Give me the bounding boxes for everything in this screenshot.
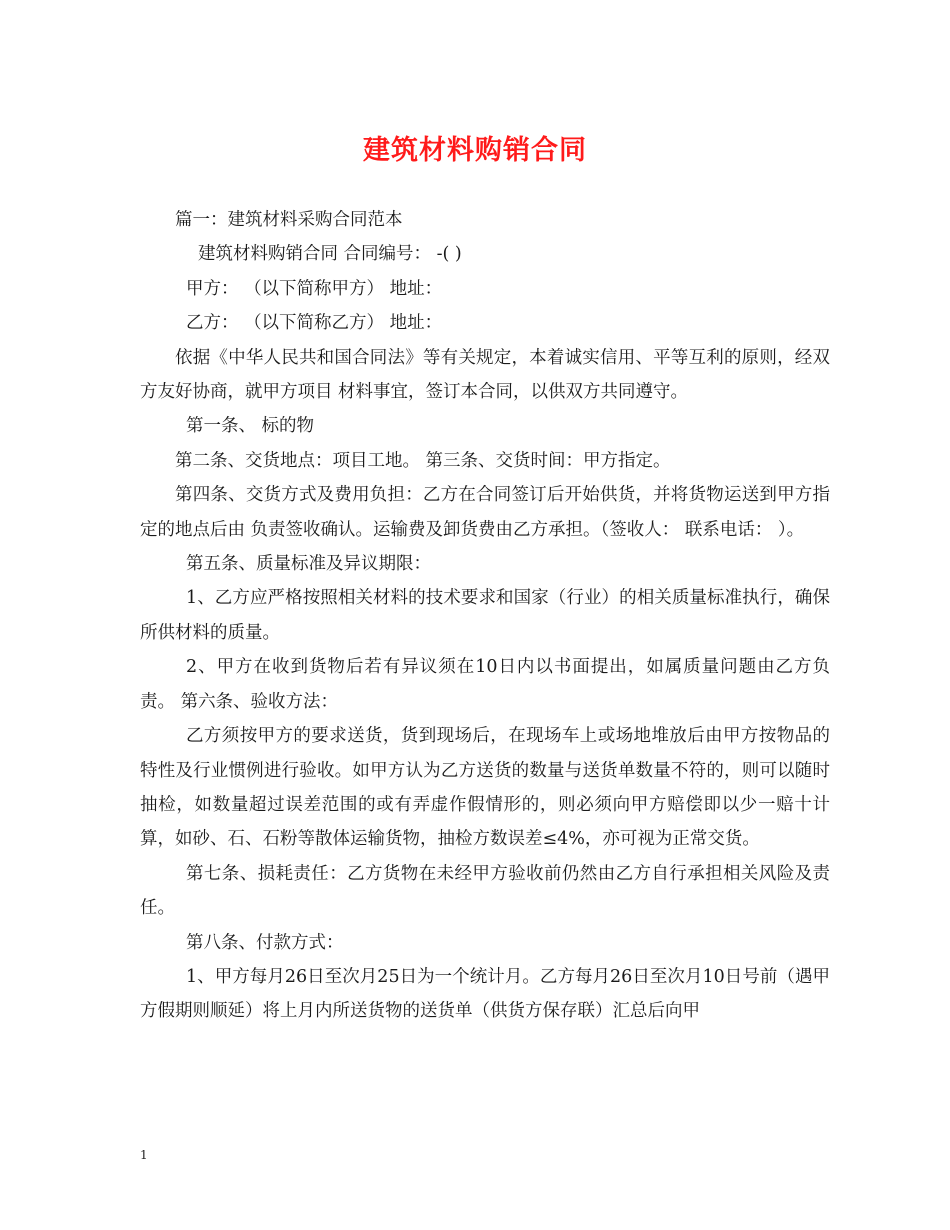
document-title: 建筑材料购销合同 [363,135,587,166]
article-1: 第一条、 标的物 [186,416,315,437]
preamble-paragraph: 依据《中华人民共和国合同法》等有关规定，本着诚实信用、平等互利的原则，经双方友好协商，就甲方项目 材料事宜，签订本合同，以供双方共同遵守。 [140,347,830,403]
article-6-body: 乙方须按甲方的要求送货，货到现场后，在现场车上或场地堆放后由甲方按物品的特性及行业惯例进行验收。如甲方认为乙方送货的数量与送货单数量不符的，则可以随时抽检，如数量超过误差范围的或有弄虚作假情形的，则必须向甲方赔偿即以少一赔十计算，如砂、石、石粉等散体运输货物，抽检方数误差≤4%，亦可视为正常交货。 [140,726,830,850]
article-5: 第五条、质量标准及异议期限： [186,554,431,575]
party-b-line: 乙方： （以下简称乙方） 地址： [186,313,443,334]
contract-number-line: 建筑材料购销合同 合同编号： -( ) [198,244,462,265]
section-heading: 篇一：建筑材料采购合同范本 [175,210,403,230]
article-5-clause-2: 2、甲方在收到货物后若有异议须在10日内以书面提出，如属质量问题由乙方负责。 第六条、验收方法： [140,657,830,712]
article-2-3: 第二条、交货地点：项目工地。 第三条、交货时间：甲方指定。 [175,450,671,471]
page-number: 1 [140,1148,148,1162]
party-a-line: 甲方： （以下简称甲方） 地址： [186,278,443,299]
document-body [140,203,830,1029]
article-7: 第七条、损耗责任：乙方货物在未经甲方验收前仍然由乙方自行承担相关风险及责任。 [140,863,830,919]
article-4: 第四条、交货方式及费用负担：乙方在合同签订后开始供货，并将货物运送到甲方指定的地点后由 负责签收确认。运输费及卸货费由乙方承担。（签收人： 联系电话： ）。 [140,485,830,540]
article-5-clause-1: 1、乙方应严格按照相关材料的技术要求和国家（行业）的相关质量标准执行，确保所供材料的质量。 [140,588,830,643]
article-8: 第八条、付款方式： [186,932,344,953]
article-8-clause-1: 1、甲方每月26日至次月25日为一个统计月。乙方每月26日至次月10日号前（遇甲方假期则顺延）将上月内所送货物的送货单（供货方保存联）汇总后向甲 [140,966,830,1022]
